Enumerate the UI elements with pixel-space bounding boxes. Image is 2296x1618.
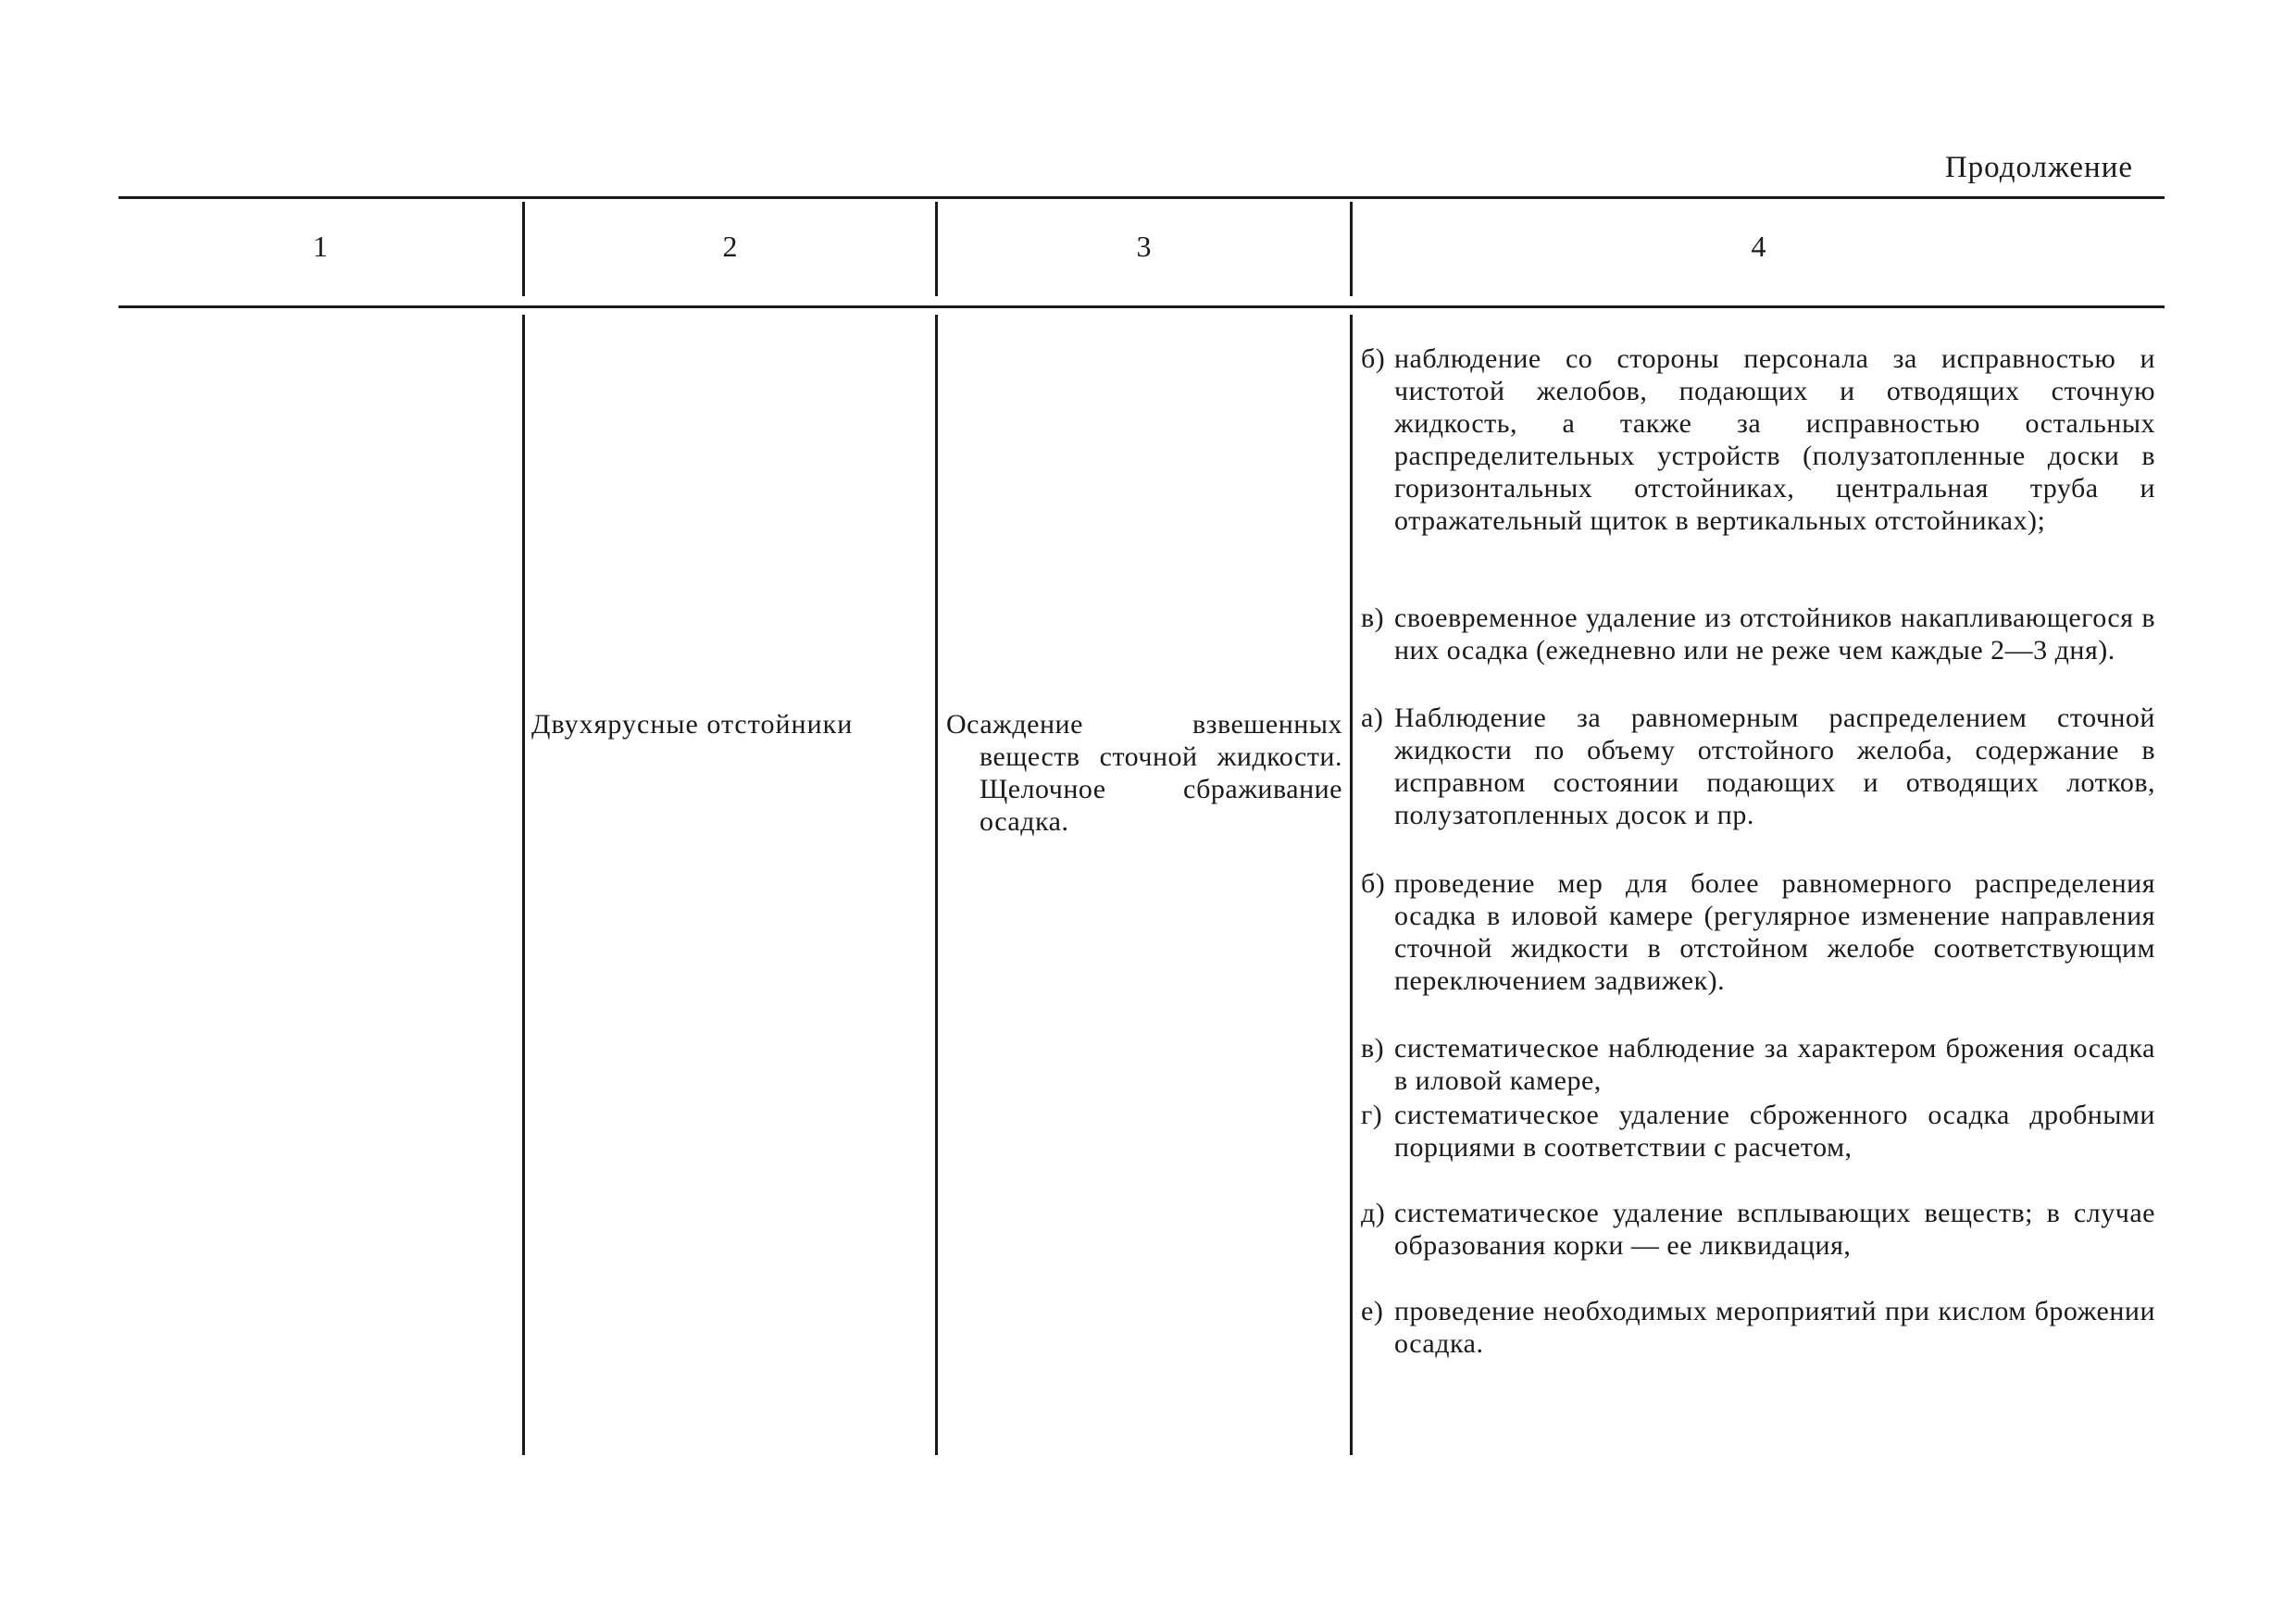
list-item: [1361, 602, 2155, 666]
list-item: [1361, 1032, 2155, 1097]
item-text: своевременное удаление из отстойников накапливающегося в них осадка (ежедневно или не реже чем каждые 2—3 дня).: [1394, 603, 2155, 666]
item-marker: г): [1361, 1100, 1383, 1130]
list-item: [1361, 702, 2155, 831]
item-marker: б): [1361, 343, 1386, 374]
item-text: Наблюдение за равномерным распределением сточной жидкости по объему отстойного желоба, содержание в исправном состоянии подающих и отводящих лотков, полузатопленных досок и пр.: [1394, 703, 2155, 830]
table-top-rule: [119, 196, 2165, 199]
column-divider: [522, 315, 525, 1455]
column-number-1: 1: [313, 230, 328, 263]
list-item: [1361, 1295, 2155, 1360]
item-text: проведение необходимых мероприятий при кислом брожении осадка.: [1394, 1296, 2155, 1359]
table-header-rule: [119, 305, 2165, 308]
item-text: систематическое наблюдение за характером брожения осадка в иловой камере,: [1394, 1033, 2155, 1096]
item-marker: д): [1361, 1198, 1386, 1228]
column-number-3: 3: [1136, 230, 1152, 263]
process-description-cell: [946, 708, 1342, 838]
item-text: наблюдение со стороны персонала за исправностью и чистотой желобов, подающих и отводящих сточную жидкость, а также за исправностью остальных распределительных устройств (полузатопленные доски в горизонтальных отстойниках, центральная труба и отражательный щиток в вертикальных отстойниках);: [1394, 343, 2155, 536]
item-marker: в): [1361, 603, 1385, 633]
column-number-4: 4: [1751, 230, 1766, 263]
process-description-first-line: Осаждение взвешенных: [946, 709, 1342, 740]
list-item: [1361, 1197, 2155, 1262]
item-text: систематическое удаление всплывающих веществ; в случае образования корки — ее ликвидация,: [1394, 1198, 2155, 1261]
column-divider: [1350, 315, 1353, 1455]
list-item: [1361, 342, 2155, 537]
item-marker: а): [1361, 703, 1384, 733]
item-text: проведение мер для более равномерного распределения осадка в иловой камере (регулярное изменение направления сточной жидкости в отстойном желобе соответствующим переключением задвижек).: [1394, 868, 2155, 996]
item-marker: б): [1361, 868, 1386, 899]
facility-name-cell: Двухярусные отстойники: [531, 709, 854, 740]
column-number-2: 2: [722, 230, 738, 263]
continuation-label: Продолжение: [1944, 151, 2133, 184]
item-text: систематическое удаление сброженного осадка дробными порциями в соответствии с расчетом,: [1394, 1100, 2155, 1163]
column-divider: [935, 315, 938, 1455]
list-item: [1361, 867, 2155, 997]
item-marker: е): [1361, 1296, 1384, 1326]
list-item: [1361, 1099, 2155, 1164]
process-description-rest: веществ сточной жидкости. Щелочное сбраживание осадка.: [980, 741, 1342, 837]
item-marker: в): [1361, 1033, 1385, 1064]
